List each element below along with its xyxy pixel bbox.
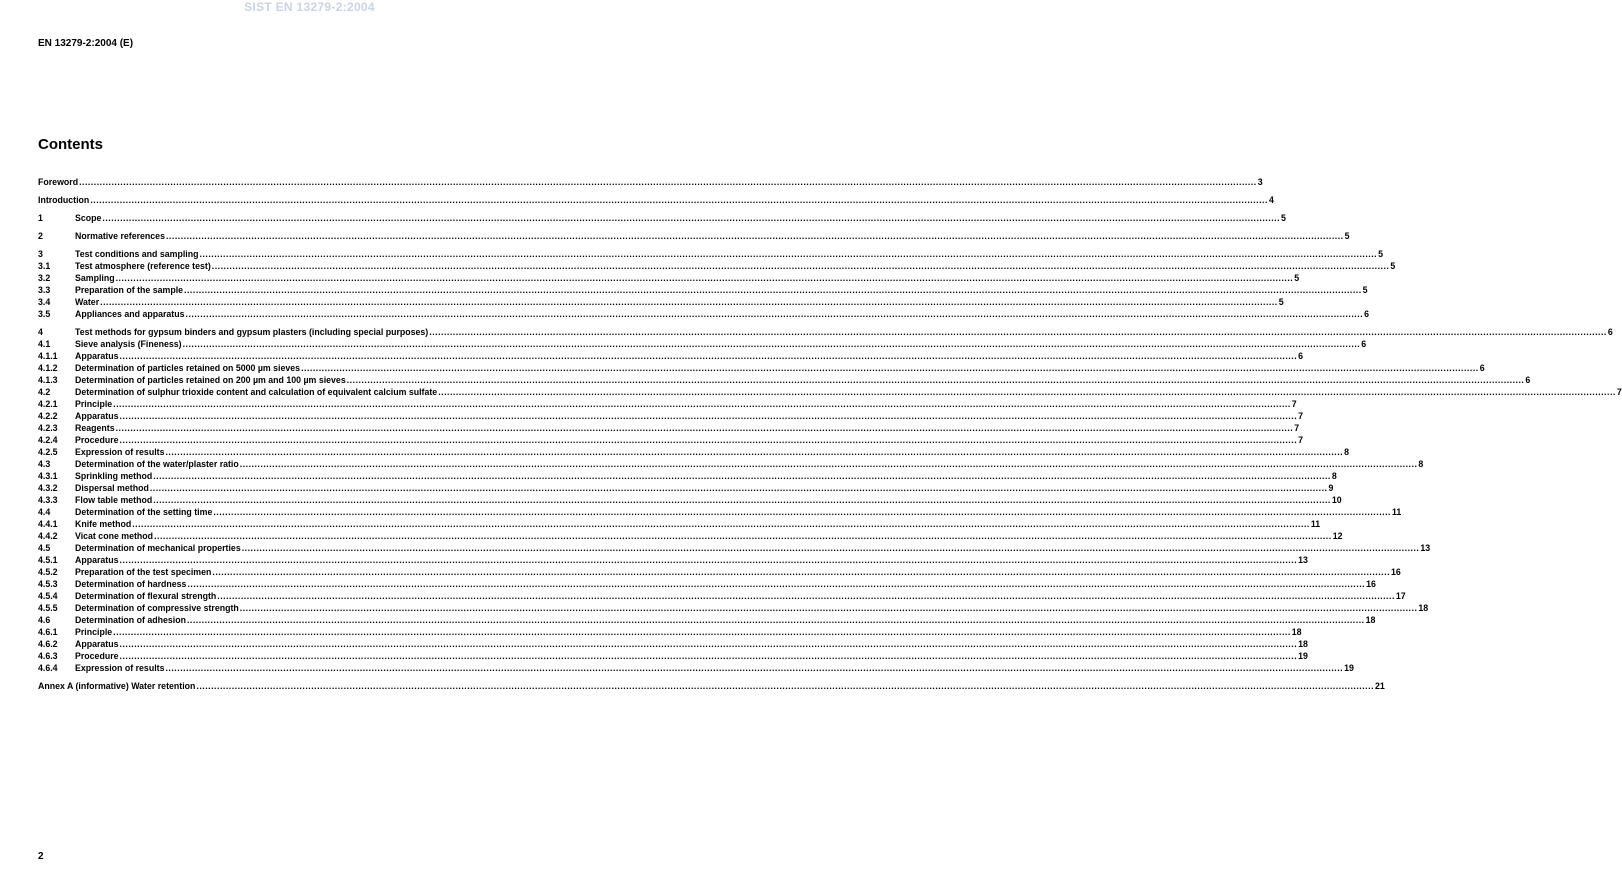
toc-entry[interactable]: [38, 554, 1308, 566]
toc-entry-number: 4.2.2: [38, 411, 58, 421]
toc-entry-page: 11: [1310, 519, 1321, 529]
toc-entry-number: 3.3: [38, 285, 51, 295]
toc-entry-page: 6: [1607, 327, 1613, 337]
toc-leader-dots: ................................................................................................................................................................................................................................................................................................................................................................................................................: [182, 339, 1361, 349]
toc-entry-page: 8: [1331, 471, 1337, 481]
toc-leader-dots: ................................................................................................................................................................................................................................................................................................................................................................................................................: [132, 519, 1310, 529]
watermark: SIST EN 13279-2:2004: [244, 0, 375, 14]
toc-leader-dots: ................................................................................................................................................................................................................................................................................................................................................................................................................: [119, 651, 1298, 661]
toc-leader-dots: ................................................................................................................................................................................................................................................................................................................................................................................................................: [153, 471, 1331, 481]
toc-entry-page: 5: [1294, 273, 1300, 283]
toc-entry-title: Flow table method: [75, 495, 153, 505]
toc-entry[interactable]: [38, 350, 1304, 362]
toc-entry-title: Scope: [75, 213, 102, 223]
toc-entry[interactable]: [38, 194, 1274, 206]
toc-entry-page: 5: [1281, 213, 1286, 223]
toc-entry-title: Test methods for gypsum binders and gypsum plasters (including special purposes): [75, 327, 429, 337]
toc-leader-dots: ................................................................................................................................................................................................................................................................................................................................................................................................................: [196, 681, 1375, 691]
page-number: 2: [38, 851, 44, 862]
toc-entry-page: 16: [1391, 567, 1401, 577]
toc-entry-title: Procedure: [75, 435, 119, 445]
toc-entry-page: 7: [1298, 411, 1304, 421]
toc-entry-title: Principle: [75, 627, 113, 637]
toc-entry[interactable]: [38, 590, 1406, 602]
toc-entry-title: Expression of results: [75, 663, 165, 673]
toc-entry-page: 5: [1278, 297, 1284, 307]
toc-leader-dots: ................................................................................................................................................................................................................................................................................................................................................................................................................: [113, 399, 1291, 409]
toc-entry-page: 13: [1420, 543, 1431, 553]
toc-entry-number: 4.6.1: [38, 627, 58, 637]
toc-entry-number: 4.1.3: [38, 375, 58, 385]
toc-entry-page: 11: [1391, 507, 1402, 517]
toc-entry-number: 4.6.2: [38, 639, 58, 649]
toc-entry[interactable]: [38, 260, 1396, 272]
toc-entry-title: Apparatus: [75, 411, 119, 421]
toc-entry[interactable]: [38, 338, 1367, 350]
toc-entry-number: 4.2: [38, 387, 51, 397]
toc-leader-dots: ................................................................................................................................................................................................................................................................................................................................................................................................................: [100, 297, 1278, 307]
toc-entry-number: 4.2.5: [38, 447, 58, 457]
toc-entry[interactable]: [38, 296, 1284, 308]
toc-leader-dots: ................................................................................................................................................................................................................................................................................................................................................................................................................: [102, 213, 1281, 223]
toc-entry-page: 21: [1375, 681, 1385, 691]
toc-entry[interactable]: [38, 566, 1401, 578]
toc-entry-page: 10: [1331, 495, 1342, 505]
toc-leader-dots: ................................................................................................................................................................................................................................................................................................................................................................................................................: [154, 531, 1332, 541]
toc-entry-title: Determination of adhesion: [75, 615, 186, 625]
toc-entry-title: Determination of flexural strength: [75, 591, 217, 601]
toc-entry-page: 17: [1395, 591, 1406, 601]
toc-entry-number: 3.5: [38, 309, 51, 319]
toc-entry-title: Determination of particles retained on 5000 µm sieves: [75, 363, 301, 373]
toc-entry[interactable]: [38, 272, 1300, 284]
toc-entry-title: Determination of the water/plaster ratio: [75, 459, 239, 469]
toc-entry-title: Reagents: [75, 423, 115, 433]
toc-leader-dots: ................................................................................................................................................................................................................................................................................................................................................................................................................: [165, 447, 1344, 457]
toc-entry-title: Preparation of the test specimen: [75, 567, 212, 577]
toc-leader-dots: ................................................................................................................................................................................................................................................................................................................................................................................................................: [438, 387, 1616, 397]
toc-entry[interactable]: [38, 542, 1431, 554]
toc-entry[interactable]: [38, 638, 1308, 650]
toc-entry-number: 4.1: [38, 339, 51, 349]
toc-entry[interactable]: [38, 518, 1321, 530]
toc-entry[interactable]: [38, 458, 1424, 470]
toc-entry[interactable]: [38, 230, 1350, 242]
toc-leader-dots: ................................................................................................................................................................................................................................................................................................................................................................................................................: [184, 285, 1362, 295]
toc-leader-dots: ................................................................................................................................................................................................................................................................................................................................................................................................................: [212, 567, 1391, 577]
toc-entry-number: 2: [38, 231, 43, 241]
toc-leader-dots: ................................................................................................................................................................................................................................................................................................................................................................................................................: [213, 507, 1391, 517]
table-of-contents: [38, 176, 1622, 692]
toc-entry-page: 16: [1366, 579, 1376, 589]
toc-entry-number: 4.2.1: [38, 399, 58, 409]
toc-entry-page: 6: [1525, 375, 1531, 385]
toc-entry-page: 6: [1298, 351, 1304, 361]
toc-entry-page: 12: [1332, 531, 1343, 541]
toc-entry-page: 18: [1291, 627, 1302, 637]
toc-entry-page: 5: [1362, 285, 1368, 295]
toc-entry-number: 4.6.4: [38, 663, 58, 673]
toc-entry[interactable]: [38, 308, 1370, 320]
toc-entry-title: Test atmosphere (reference test): [75, 261, 211, 271]
toc-entry-page: 7: [1291, 399, 1297, 409]
toc-entry[interactable]: [38, 626, 1302, 638]
toc-leader-dots: ................................................................................................................................................................................................................................................................................................................................................................................................................: [119, 435, 1298, 445]
toc-entry-page: 3: [1257, 177, 1263, 187]
toc-entry-number: 3: [38, 249, 43, 259]
toc-entry[interactable]: [38, 422, 1300, 434]
toc-entry-number: 3.1: [38, 261, 51, 271]
toc-entry-number: 4: [38, 327, 43, 337]
toc-entry[interactable]: [38, 284, 1368, 296]
toc-entry-number: 4.5: [38, 543, 51, 553]
toc-leader-dots: ................................................................................................................................................................................................................................................................................................................................................................................................................: [113, 627, 1291, 637]
toc-entry-page: 19: [1298, 651, 1308, 661]
toc-entry-page: 7: [1298, 435, 1304, 445]
toc-entry-page: 5: [1344, 231, 1350, 241]
toc-entry[interactable]: [38, 530, 1343, 542]
toc-entry-number: 4.2.4: [38, 435, 58, 445]
toc-leader-dots: ................................................................................................................................................................................................................................................................................................................................................................................................................: [115, 273, 1294, 283]
toc-entry[interactable]: [38, 434, 1304, 446]
toc-entry-title: Knife method: [75, 519, 132, 529]
toc-entry-page: 18: [1298, 639, 1308, 649]
toc-entry-title: Determination of mechanical properties: [75, 543, 241, 553]
toc-leader-dots: ................................................................................................................................................................................................................................................................................................................................................................................................................: [165, 231, 1344, 241]
toc-entry-page: 18: [1418, 603, 1429, 613]
toc-entry-number: 4.3.2: [38, 483, 58, 493]
toc-entry-number: 1: [38, 213, 43, 223]
toc-leader-dots: ................................................................................................................................................................................................................................................................................................................................................................................................................: [119, 411, 1298, 421]
toc-leader-dots: ................................................................................................................................................................................................................................................................................................................................................................................................................: [239, 603, 1418, 613]
toc-leader-dots: ................................................................................................................................................................................................................................................................................................................................................................................................................: [165, 663, 1344, 673]
toc-entry-number: 4.5.1: [38, 555, 58, 565]
toc-leader-dots: ................................................................................................................................................................................................................................................................................................................................................................................................................: [301, 363, 1479, 373]
toc-entry-page: 18: [1365, 615, 1376, 625]
toc-entry[interactable]: [38, 578, 1376, 590]
toc-entry-number: 4.1.1: [38, 351, 58, 361]
toc-entry-number: 4.6: [38, 615, 51, 625]
toc-entry[interactable]: [38, 614, 1376, 626]
toc-entry-title: Preparation of the sample: [75, 285, 184, 295]
toc-entry-title: Principle: [75, 399, 113, 409]
toc-leader-dots: ................................................................................................................................................................................................................................................................................................................................................................................................................: [119, 555, 1298, 565]
toc-entry[interactable]: [38, 602, 1429, 614]
toc-entry-number: 4.5.5: [38, 603, 58, 613]
toc-leader-dots: ................................................................................................................................................................................................................................................................................................................................................................................................................: [346, 375, 1525, 385]
toc-leader-dots: ................................................................................................................................................................................................................................................................................................................................................................................................................: [217, 591, 1395, 601]
toc-entry-title: Annex A (informative) Water retention: [38, 681, 196, 691]
toc-entry-number: 4.3.1: [38, 471, 58, 481]
toc-entry-title: Sampling: [75, 273, 115, 283]
toc-leader-dots: ................................................................................................................................................................................................................................................................................................................................................................................................................: [115, 423, 1294, 433]
toc-leader-dots: ................................................................................................................................................................................................................................................................................................................................................................................................................: [119, 351, 1298, 361]
toc-entry-page: 6: [1479, 363, 1485, 373]
toc-entry[interactable]: [38, 212, 1286, 224]
toc-entry-number: 4.6.3: [38, 651, 58, 661]
toc-entry[interactable]: [38, 248, 1384, 260]
toc-entry-title: Procedure: [75, 651, 119, 661]
toc-entry-page: 9: [1328, 483, 1334, 493]
toc-entry-page: 8: [1418, 459, 1424, 469]
toc-entry[interactable]: [38, 680, 1385, 692]
toc-entry-title: Vicat cone method: [75, 531, 154, 541]
toc-entry-number: 4.5.3: [38, 579, 58, 589]
toc-entry-page: 4: [1268, 195, 1274, 205]
toc-entry-number: 4.2.3: [38, 423, 58, 433]
toc-entry-title: Test conditions and sampling: [75, 249, 199, 259]
toc-entry[interactable]: [38, 494, 1342, 506]
document-id: EN 13279-2:2004 (E): [38, 38, 134, 49]
toc-entry-title: Determination of compressive strength: [75, 603, 239, 613]
toc-leader-dots: ................................................................................................................................................................................................................................................................................................................................................................................................................: [187, 579, 1366, 589]
toc-leader-dots: ................................................................................................................................................................................................................................................................................................................................................................................................................: [211, 261, 1390, 271]
toc-entry-title: Appliances and apparatus: [75, 309, 185, 319]
toc-entry-number: 4.3: [38, 459, 51, 469]
toc-leader-dots: ................................................................................................................................................................................................................................................................................................................................................................................................................: [199, 249, 1378, 259]
toc-entry-title: Apparatus: [75, 555, 119, 565]
toc-entry[interactable]: [38, 650, 1308, 662]
toc-entry-title: Foreword: [38, 177, 79, 187]
toc-leader-dots: ................................................................................................................................................................................................................................................................................................................................................................................................................: [239, 459, 1418, 469]
toc-entry-page: 5: [1378, 249, 1384, 259]
toc-leader-dots: ................................................................................................................................................................................................................................................................................................................................................................................................................: [79, 177, 1257, 187]
toc-entry[interactable]: [38, 470, 1337, 482]
toc-entry-title: Water: [75, 297, 100, 307]
toc-entry-title: Dispersal method: [75, 483, 149, 493]
toc-entry-number: 4.5.4: [38, 591, 58, 601]
toc-leader-dots: ................................................................................................................................................................................................................................................................................................................................................................................................................: [186, 615, 1365, 625]
toc-entry-number: 4.4.1: [38, 519, 58, 529]
toc-entry-title: Introduction: [38, 195, 90, 205]
toc-entry-title: Determination of the setting time: [75, 507, 213, 517]
toc-entry[interactable]: [38, 410, 1304, 422]
toc-entry[interactable]: [38, 482, 1334, 494]
toc-entry[interactable]: [38, 362, 1485, 374]
toc-entry-title: Sieve analysis (Fineness): [75, 339, 182, 349]
toc-entry-title: Apparatus: [75, 639, 119, 649]
toc-entry-page: 6: [1361, 339, 1367, 349]
toc-entry-title: Determination of hardness: [75, 579, 187, 589]
toc-entry-page: 19: [1344, 663, 1354, 673]
toc-entry-number: 4.4: [38, 507, 51, 517]
toc-entry-page: 7: [1616, 387, 1622, 397]
toc-entry-title: Expression of results: [75, 447, 165, 457]
toc-entry[interactable]: [38, 662, 1354, 674]
toc-entry-page: 7: [1294, 423, 1300, 433]
toc-entry-page: 13: [1298, 555, 1308, 565]
toc-leader-dots: ................................................................................................................................................................................................................................................................................................................................................................................................................: [429, 327, 1607, 337]
toc-entry[interactable]: [38, 386, 1622, 398]
toc-entry-page: 8: [1344, 447, 1349, 457]
toc-leader-dots: ................................................................................................................................................................................................................................................................................................................................................................................................................: [90, 195, 1268, 205]
contents-heading: Contents: [38, 136, 103, 153]
toc-leader-dots: ................................................................................................................................................................................................................................................................................................................................................................................................................: [153, 495, 1331, 505]
toc-entry-number: 3.4: [38, 297, 51, 307]
toc-entry[interactable]: [38, 506, 1402, 518]
toc-entry-page: 5: [1390, 261, 1396, 271]
toc-entry[interactable]: [38, 446, 1349, 458]
toc-entry-title: Normative references: [75, 231, 165, 241]
toc-entry-number: 4.4.2: [38, 531, 58, 541]
toc-entry-number: 4.1.2: [38, 363, 58, 373]
toc-entry-number: 4.5.2: [38, 567, 58, 577]
toc-entry-number: 4.3.3: [38, 495, 58, 505]
toc-entry-title: Apparatus: [75, 351, 119, 361]
toc-entry-number: 3.2: [38, 273, 51, 283]
toc-leader-dots: ................................................................................................................................................................................................................................................................................................................................................................................................................: [185, 309, 1364, 319]
toc-leader-dots: ................................................................................................................................................................................................................................................................................................................................................................................................................: [119, 639, 1298, 649]
toc-entry[interactable]: [38, 176, 1263, 188]
toc-entry[interactable]: [38, 398, 1297, 410]
toc-entry[interactable]: [38, 326, 1613, 338]
toc-entry[interactable]: [38, 374, 1531, 386]
toc-leader-dots: ................................................................................................................................................................................................................................................................................................................................................................................................................: [149, 483, 1328, 493]
toc-entry-title: Determination of sulphur trioxide content and calculation of equivalent calcium sulfate: [75, 387, 438, 397]
toc-entry-title: Sprinkling method: [75, 471, 153, 481]
toc-entry-page: 6: [1364, 309, 1370, 319]
toc-leader-dots: ................................................................................................................................................................................................................................................................................................................................................................................................................: [241, 543, 1420, 553]
toc-entry-title: Determination of particles retained on 200 µm and 100 µm sieves: [75, 375, 346, 385]
